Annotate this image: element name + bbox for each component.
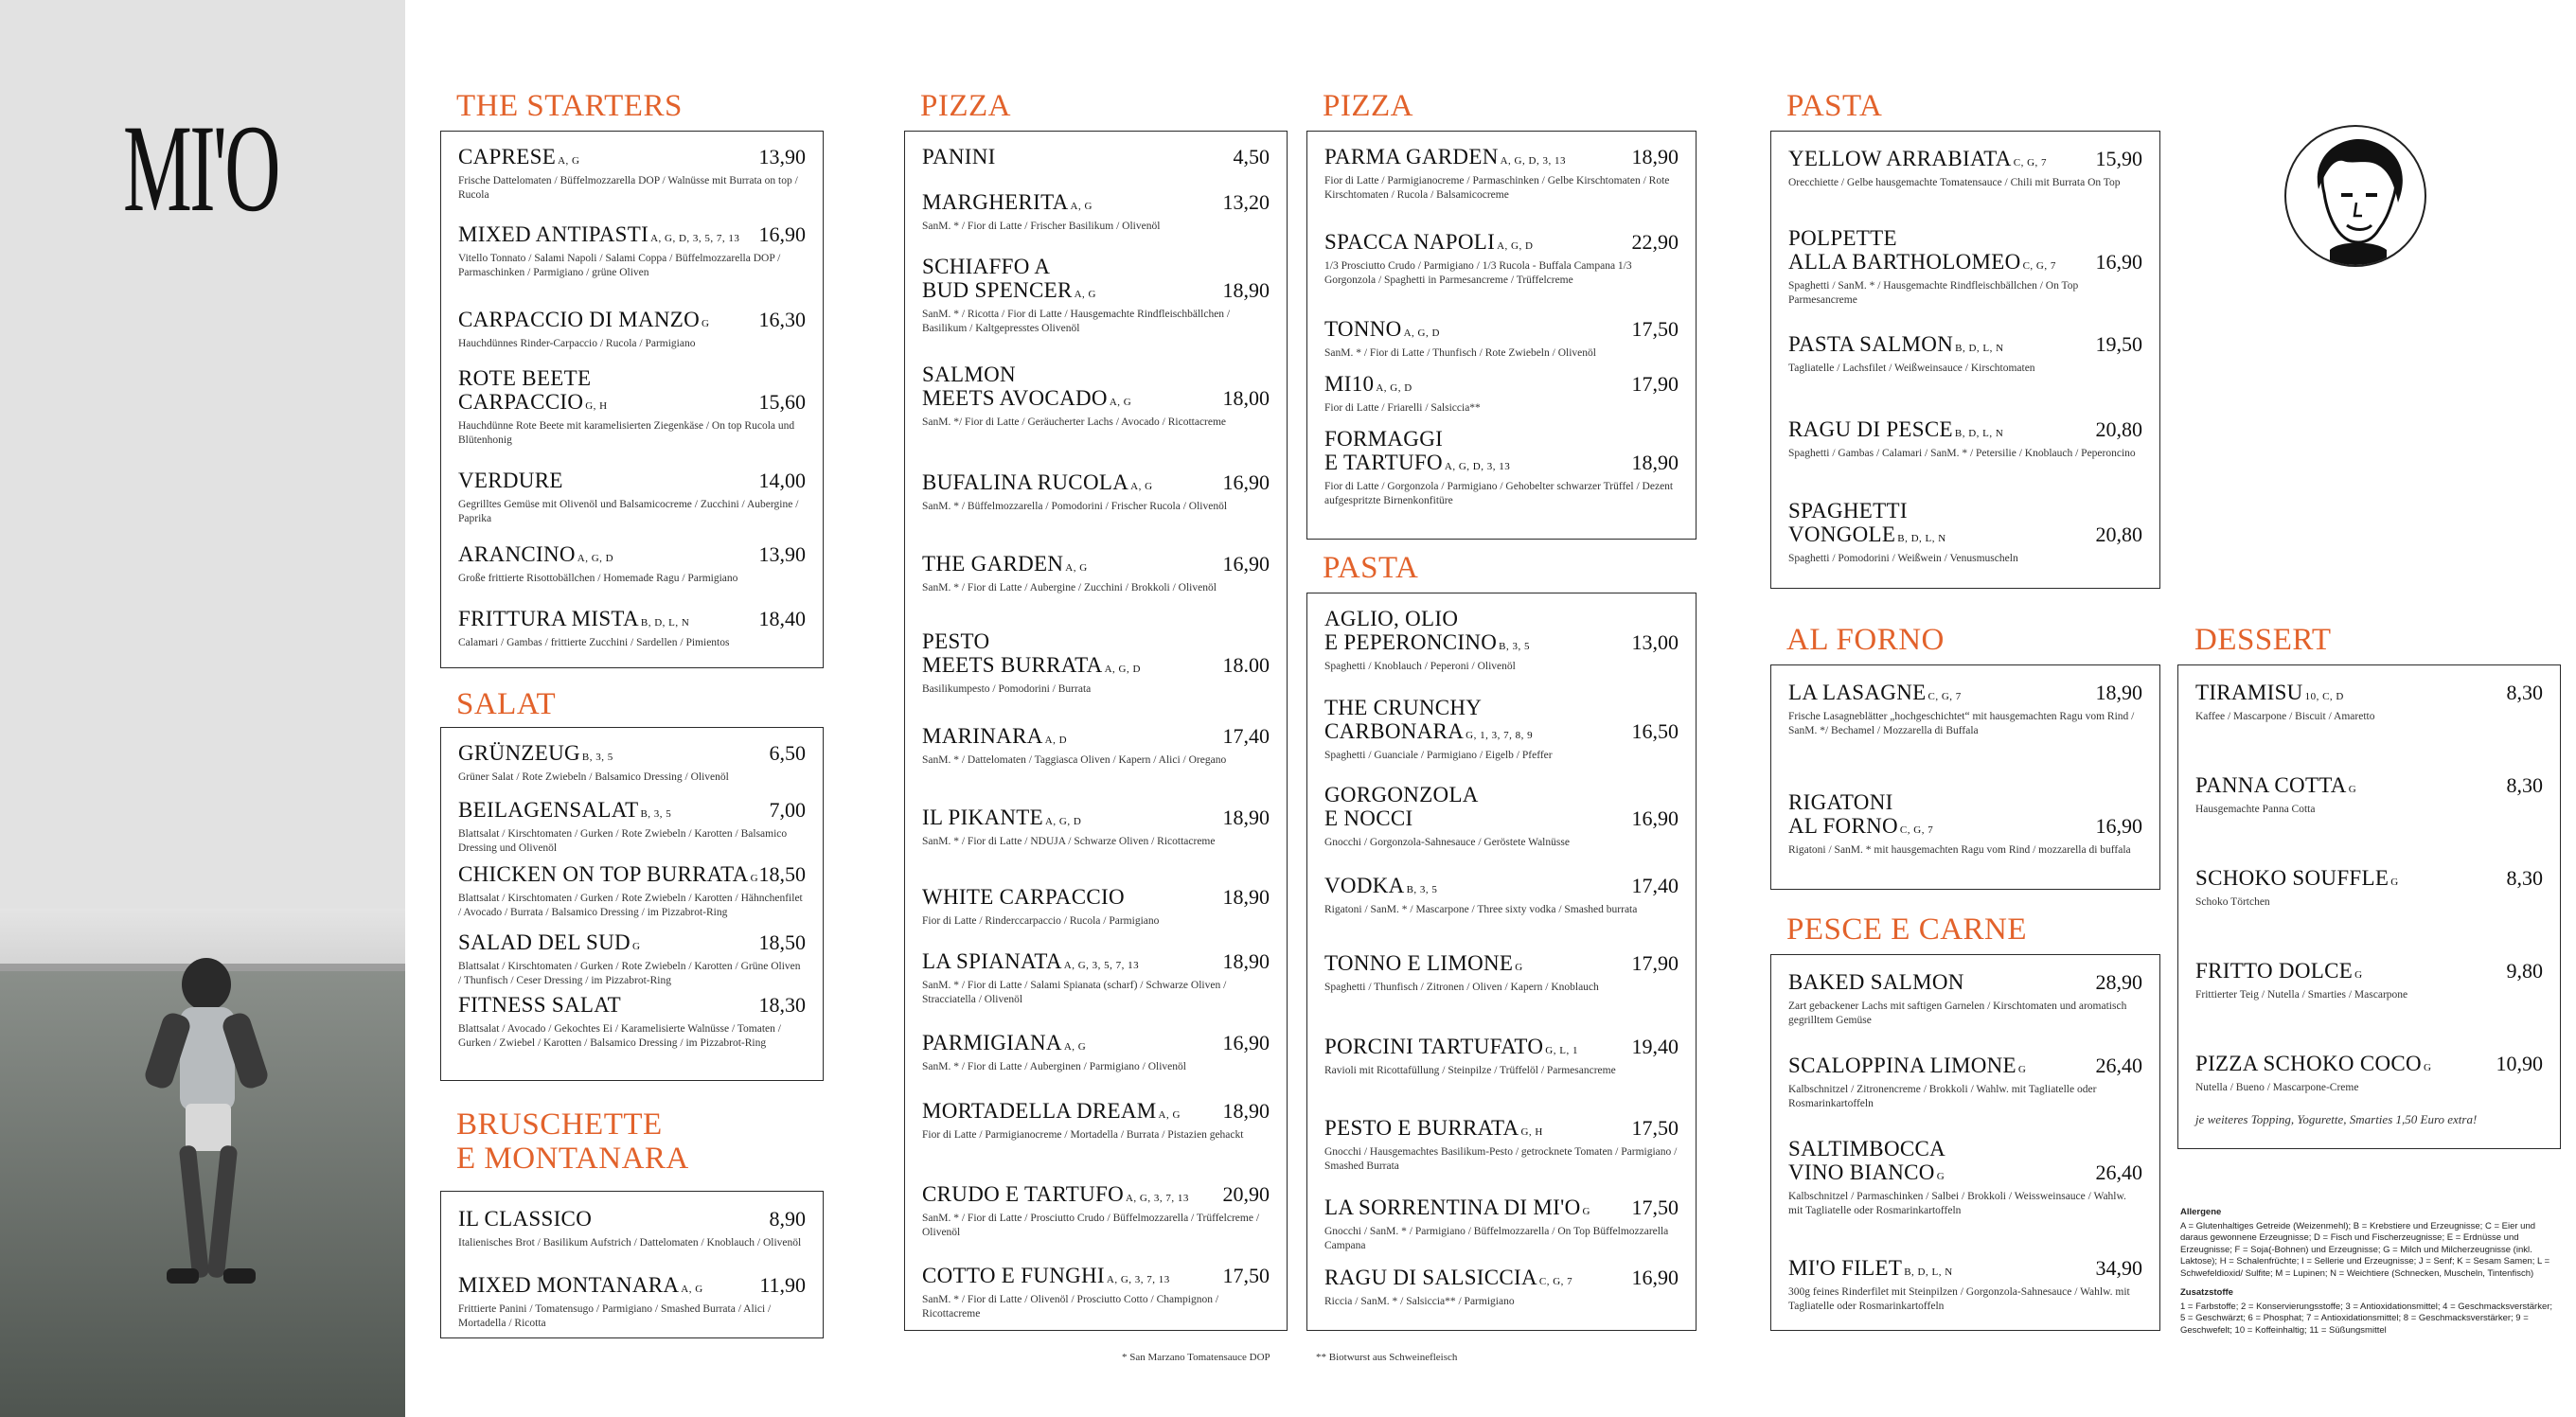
portrait-icon bbox=[2284, 125, 2426, 267]
menu-item: CRUDO E TARTUFO A, G, 3, 7, 13 20,90 SanM. * / Fior di Latte / Prosciutto Crudo / Büffelmozzarella / Trüffelcreme / Olivenöl bbox=[922, 1182, 1270, 1238]
bruschette-box bbox=[440, 1191, 824, 1338]
menu-item: CARPACCIO DI MANZO G 16,30 Hauchdünnes Rinder-Carpaccio / Rucola / Parmigiano bbox=[458, 308, 806, 349]
dessert-note: je weiteres Topping, Yogurette, Smarties 1,50 Euro extra! bbox=[2195, 1112, 2478, 1126]
menu-item: FITNESS SALAT 18,30 Blattsalat / Avocado / Gekochtes Ei / Karamelisierte Walnüsse / Tomaten / Gurken / Zwiebel / Karotten / Balsamico Dressing / im Pizzabrot-Ring bbox=[458, 993, 806, 1049]
price: 34,90 bbox=[2095, 1256, 2142, 1280]
menu-item: TIRAMISU 10, C, D 8,30 Kaffee / Mascarpone / Biscuit / Amaretto bbox=[2195, 681, 2543, 722]
menu-item: SCALOPPINA LIMONE G 26,40 Kalbschnitzel / Zitronencreme / Brokkoli / Wahlw. mit Tagliatelle oder Rosmarinkartoffeln bbox=[1788, 1054, 2142, 1109]
price: 19,50 bbox=[2095, 332, 2142, 356]
price: 13,20 bbox=[1222, 190, 1270, 214]
price: 20,80 bbox=[2095, 417, 2142, 441]
price: 17,40 bbox=[1631, 874, 1679, 897]
price: 17,40 bbox=[1222, 724, 1270, 748]
starters-box bbox=[440, 131, 824, 668]
price: 8,30 bbox=[2506, 866, 2543, 890]
section-title-pasta: PASTA bbox=[1323, 551, 1419, 585]
price: 8,90 bbox=[769, 1207, 806, 1231]
price: 13,90 bbox=[758, 145, 806, 168]
left-photo-panel bbox=[0, 0, 405, 1417]
menu-item: VERDURE 14,00 Gegrilltes Gemüse mit Olivenöl und Balsamicocreme / Zucchini / Aubergine / Paprika bbox=[458, 469, 806, 524]
menu-item: POLPETTE ALLA BARTHOLOMEO C, G, 7 16,90 Spaghetti / SanM. * / Hausgemachte Rindfleischbällchen / On Top Parmesancreme bbox=[1788, 226, 2142, 306]
section-title-starters: THE STARTERS bbox=[456, 89, 683, 123]
price: 20,90 bbox=[1222, 1182, 1270, 1206]
price: 17,90 bbox=[1631, 951, 1679, 975]
pasta-box-2 bbox=[1770, 131, 2160, 589]
menu-item: AGLIO, OLIO E PEPERONCINO B, 3, 5 13,00 Spaghetti / Knoblauch / Peperoni / Olivenöl bbox=[1324, 607, 1679, 672]
price: 6,50 bbox=[769, 741, 806, 765]
price: 19,40 bbox=[1631, 1035, 1679, 1058]
price: 11,90 bbox=[759, 1273, 806, 1297]
menu-item: GORGONZOLA E NOCCI 16,90 Gnocchi / Gorgonzola-Sahnesauce / Geröstete Walnüsse bbox=[1324, 783, 1679, 848]
menu-item: IL PIKANTE A, G, D 18,90 SanM. * / Fior di Latte / NDUJA / Schwarze Oliven / Ricottacreme bbox=[922, 806, 1270, 847]
section-title-pizza: PIZZA bbox=[920, 89, 1011, 123]
menu-item: PASTA SALMON B, D, L, N 19,50 Tagliatelle / Lachsfilet / Weißweinsauce / Kirschtomaten bbox=[1788, 332, 2142, 374]
price: 20,80 bbox=[2095, 523, 2142, 546]
menu-item: CHICKEN ON TOP BURRATA G 18,50 Blattsalat / Kirschtomaten / Gurken / Rote Zwiebeln / Karotten / Hähnchenfilet / Avocado / Burrata / Balsamico Dressing / im Pizzabrot-Ring bbox=[458, 862, 806, 918]
menu-item: PARMA GARDEN A, G, D, 3, 13 18,90 Fior di Latte / Parmigianocreme / Parmaschinken / Gelbe Kirschtomaten / Rote Kirschtomaten / Rucola / Balsamicocreme bbox=[1324, 145, 1679, 201]
price: 16,90 bbox=[1222, 470, 1270, 494]
price: 18,90 bbox=[1222, 1099, 1270, 1123]
menu-item: RIGATONI AL FORNO C, G, 7 16,90 Rigatoni / SanM. * mit hausgemachten Ragu vom Rind / mozzarella di buffala bbox=[1788, 790, 2142, 856]
menu-item: ARANCINO A, G, D 13,90 Große frittierte Risottobällchen / Homemade Ragu / Parmigiano bbox=[458, 542, 806, 584]
price: 18,90 bbox=[1222, 949, 1270, 973]
menu-item: SALAD DEL SUD G 18,50 Blattsalat / Kirschtomaten / Gurken / Rote Zwiebeln / Karotten / Grüne Oliven / Thunfisch / Ceser Dressing / im Pizzabrot-Ring bbox=[458, 930, 806, 986]
menu-item: SALMON MEETS AVOCADO A, G 18,00 SanM. */ Fior di Latte / Geräucherter Lachs / Avocado / Ricottacreme bbox=[922, 363, 1270, 428]
price: 17,50 bbox=[1631, 317, 1679, 341]
price: 10,90 bbox=[2496, 1052, 2543, 1075]
price: 18,90 bbox=[1631, 145, 1679, 168]
menu-item: SPACCA NAPOLI A, G, D 22,90 1/3 Prosciutto Crudo / Parmigiano / 1/3 Rucola - Buffala Campana 1/3 Gorgonzola / Spaghetti in Parmesancreme / Trüffelcreme bbox=[1324, 230, 1679, 286]
price: 16,90 bbox=[1631, 806, 1679, 830]
pizza-box-2 bbox=[1306, 131, 1697, 540]
menu-item: TONNO A, G, D 17,50 SanM. * / Fior di Latte / Thunfisch / Rote Zwiebeln / Olivenöl bbox=[1324, 317, 1679, 359]
menu-item: LA SPIANATA A, G, 3, 5, 7, 13 18,90 SanM. * / Fior di Latte / Salami Spianata (scharf) / Schwarze Oliven / Stracciatella / Olivenöl bbox=[922, 949, 1270, 1005]
menu-item: FORMAGGI E TARTUFO A, G, D, 3, 13 18,90 Fior di Latte / Gorgonzola / Parmigiano / Gehobelter schwarzer Trüffel / Dezent aufgespritzte Birnenkonfitüre bbox=[1324, 427, 1679, 506]
menu-item: GRÜNZEUG B, 3, 5 6,50 Grüner Salat / Rote Zwiebeln / Balsamico Dressing / Olivenöl bbox=[458, 741, 806, 783]
menu-item: THE CRUNCHY CARBONARA G, 1, 3, 7, 8, 9 16,50 Spaghetti / Guanciale / Parmigiano / Eigelb / Pfeffer bbox=[1324, 696, 1679, 761]
menu-item: SPAGHETTI VONGOLE B, D, L, N 20,80 Spaghetti / Pomodorini / Weißwein / Venusmuscheln bbox=[1788, 499, 2142, 564]
menu-item: SALTIMBOCCA VINO BIANCO G 26,40 Kalbschnitzel / Parmaschinken / Salbei / Brokkoli / Weissweinsauce / Wahlw. mit Tagliatelle oder Rosmarinkartoffeln bbox=[1788, 1137, 2142, 1216]
menu-item: THE GARDEN A, G 16,90 SanM. * / Fior di Latte / Aubergine / Zucchini / Brokkoli / Olivenöl bbox=[922, 552, 1270, 593]
price: 26,40 bbox=[2095, 1054, 2142, 1077]
price: 16,90 bbox=[2095, 250, 2142, 274]
price: 14,00 bbox=[758, 469, 806, 492]
menu-item: VODKA B, 3, 5 17,40 Rigatoni / SanM. * / Mascarpone / Three sixty vodka / Smashed burrata bbox=[1324, 874, 1679, 915]
price: 16,90 bbox=[2095, 814, 2142, 838]
price: 22,90 bbox=[1631, 230, 1679, 254]
price: 16,90 bbox=[1222, 1031, 1270, 1054]
menu-item: PESTO MEETS BURRATA A, G, D 18.00 Basilikumpesto / Pomodorini / Burrata bbox=[922, 629, 1270, 695]
section-title-alforno: AL FORNO bbox=[1786, 623, 1945, 657]
menu-item: PESTO E BURRATA G, H 17,50 Gnocchi / Hausgemachtes Basilikum-Pesto / getrocknete Tomaten / Parmigiano / Smashed Burrata bbox=[1324, 1116, 1679, 1172]
section-title-pizza-2: PIZZA bbox=[1323, 89, 1413, 123]
price: 15,90 bbox=[2095, 147, 2142, 170]
section-title-pesce: PESCE E CARNE bbox=[1786, 912, 2028, 947]
price: 4,50 bbox=[1233, 145, 1270, 168]
price: 16,90 bbox=[758, 222, 806, 246]
price: 18,30 bbox=[758, 993, 806, 1017]
price: 8,30 bbox=[2506, 681, 2543, 704]
pesce-box bbox=[1770, 954, 2160, 1331]
price: 18,40 bbox=[758, 607, 806, 630]
pizza-box-1 bbox=[904, 131, 1288, 1331]
menu-item: BUFALINA RUCOLA A, G 16,90 SanM. * / Büffelmozzarella / Pomodorini / Frischer Rucola / Olivenöl bbox=[922, 470, 1270, 512]
price: 18,90 bbox=[2095, 681, 2142, 704]
menu-item: BEILAGENSALAT B, 3, 5 7,00 Blattsalat / Kirschtomaten / Gurken / Rote Zwiebeln / Karotten / Balsamico Dressing und Olivenöl bbox=[458, 798, 806, 854]
price: 17,50 bbox=[1222, 1264, 1270, 1287]
section-title-bruschette-2: E MONTANARA bbox=[456, 1142, 689, 1176]
price: 18,50 bbox=[758, 862, 806, 886]
price: 18,90 bbox=[1222, 278, 1270, 302]
alforno-box bbox=[1770, 664, 2160, 890]
menu-item: COTTO E FUNGHI A, G, 3, 7, 13 17,50 SanM. * / Fior di Latte / Olivenöl / Prosciutto Cotto / Champignon / Ricottacreme bbox=[922, 1264, 1270, 1320]
menu-item: MIXED ANTIPASTI A, G, D, 3, 5, 7, 13 16,90 Vitello Tonnato / Salami Napoli / Salami Coppa / Büffelmozzarella DOP / Parmaschinken / Parmigiano / grüne Oliven bbox=[458, 222, 806, 278]
brand-logo: MI'O bbox=[123, 98, 278, 238]
price: 26,40 bbox=[2095, 1160, 2142, 1184]
menu-item: IL CLASSICO 8,90 Italienisches Brot / Basilikum Aufstrich / Dattelomaten / Knoblauch / Olivenöl bbox=[458, 1207, 806, 1249]
menu-item: PIZZA SCHOKO COCO G 10,90 Nutella / Bueno / Mascarpone-Creme bbox=[2195, 1052, 2543, 1093]
price: 16,90 bbox=[1631, 1266, 1679, 1289]
menu-item: RAGU DI SALSICCIA C, G, 7 16,90 Riccia / SanM. * / Salsiccia** / Parmigiano bbox=[1324, 1266, 1679, 1307]
price: 16,90 bbox=[1222, 552, 1270, 576]
menu-item: PANINI 4,50 bbox=[922, 145, 1270, 168]
price: 18,00 bbox=[1222, 386, 1270, 410]
menu-item: PARMIGIANA A, G 16,90 SanM. * / Fior di Latte / Auberginen / Parmigiano / Olivenöl bbox=[922, 1031, 1270, 1072]
menu-item: YELLOW ARRABIATA C, G, 7 15,90 Orecchiette / Gelbe hausgemachte Tomatensauce / Chili mit Burrata On Top bbox=[1788, 147, 2142, 188]
section-title-dessert: DESSERT bbox=[2194, 623, 2332, 657]
menu-item: WHITE CARPACCIO 18,90 Fior di Latte / Rinderccarpaccio / Rucola / Parmigiano bbox=[922, 885, 1270, 927]
price: 18,50 bbox=[758, 930, 806, 954]
menu-item: SCHOKO SOUFFLE G 8,30 Schoko Törtchen bbox=[2195, 866, 2543, 908]
pasta-box-1 bbox=[1306, 593, 1697, 1331]
menu-item: ROTE BEETE CARPACCIO G, H 15,60 Hauchdünne Rote Beete mit karamelisierten Ziegenkäse / On top Rucola und Blütenhonig bbox=[458, 366, 806, 446]
menu-item: TONNO E LIMONE G 17,90 Spaghetti / Thunfisch / Zitronen / Oliven / Kapern / Knoblauch bbox=[1324, 951, 1679, 993]
menu-item: PANNA COTTA G 8,30 Hausgemachte Panna Cotta bbox=[2195, 773, 2543, 815]
price: 17,50 bbox=[1631, 1116, 1679, 1140]
menu-item: RAGU DI PESCE B, D, L, N 20,80 Spaghetti / Gambas / Calamari / SanM. * / Petersilie / Knoblauch / Peperoncino bbox=[1788, 417, 2142, 459]
menu-item: SCHIAFFO A BUD SPENCER A, G 18,90 SanM. * / Ricotta / Fior di Latte / Hausgemachte Rindfleischbällchen / Basilikum / Kaltgepresstes Olivenöl bbox=[922, 255, 1270, 334]
price: 28,90 bbox=[2095, 970, 2142, 994]
menu-item: FRITTURA MISTA B, D, L, N 18,40 Calamari / Gambas / frittierte Zucchini / Sardellen / Pimientos bbox=[458, 607, 806, 648]
price: 9,80 bbox=[2506, 959, 2543, 983]
menu-item: MI10 A, G, D 17,90 Fior di Latte / Friarelli / Salsiccia** bbox=[1324, 372, 1679, 414]
menu-item: BAKED SALMON 28,90 Zart gebackener Lachs mit saftigen Garnelen / Kirschtomaten und aromatisch gegrilltem Gemüse bbox=[1788, 970, 2142, 1026]
price: 15,60 bbox=[758, 390, 806, 414]
price: 18,90 bbox=[1222, 806, 1270, 829]
menu-item: MORTADELLA DREAM A, G 18,90 Fior di Latte / Parmigianocreme / Mortadella / Burrata / Pistazien gehackt bbox=[922, 1099, 1270, 1141]
dessert-box bbox=[2177, 664, 2561, 1149]
price: 18,90 bbox=[1222, 885, 1270, 909]
price: 16,30 bbox=[758, 308, 806, 331]
section-title-bruschette: BRUSCHETTE bbox=[456, 1107, 663, 1142]
section-title-salat: SALAT bbox=[456, 687, 557, 721]
player-photo bbox=[0, 909, 405, 1417]
price: 13,90 bbox=[758, 542, 806, 566]
menu-item: LA SORRENTINA DI MI'O G 17,50 Gnocchi / SanM. * / Parmigiano / Büffelmozzarella / On Top Büffelmozzarella Campana bbox=[1324, 1196, 1679, 1251]
footnote-sanmarzano: * San Marzano Tomatensauce DOP bbox=[1122, 1352, 1270, 1363]
price: 18,90 bbox=[1631, 451, 1679, 474]
menu-item: CAPRESE A, G 13,90 Frische Dattelomaten / Büffelmozzarella DOP / Walnüsse mit Burrata on top / Rucola bbox=[458, 145, 806, 201]
price: 16,50 bbox=[1631, 719, 1679, 743]
menu-item: LA LASAGNE C, G, 7 18,90 Frische Lasagneblätter „hochgeschichtet“ mit hausgemachten Ragu vom Rind / SanM. */ Bechamel / Mozzarella di Buffala bbox=[1788, 681, 2142, 736]
menu-item: MARGHERITA A, G 13,20 SanM. * / Fior di Latte / Frischer Basilikum / Olivenöl bbox=[922, 190, 1270, 232]
allergen-legend: Allergene A = Glutenhaltiges Getreide (Weizenmehl); B = Krebstiere und Erzeugnisse; C = Eier und daraus gewonnene Erzeugnisse; D = Fisch und Fischerzeugnisse; E = Erdnüsse und Erzeugnisse; F = Soja(-Bohnen) und Erzeugnisse; G = Milch und Milcherzeugnisse (inkl. Laktose); H = Schalenfrüchte; I = Sellerie und Erzeugnisse; J = Senf; K = Sesam Samen; L = Schwefeldioxid/ Sulfite; M = Lupinen; N = Weichtiere (Schnecken, Muscheln, Tintenfisch) Zusatzstoffe 1 = Farbstoffe; 2 = Konservierungsstoffe; 3 = Antioxidationsmittel; 4 = Geschmacksverstärker; 5 = Geschwärzt; 6 = Phosphat; 7 = Antioxidationsmittel; 8 = Geschmacksverstärker; 9 = Geschwefelt; 10 = Koffeinhaltig; 11 = Süßungsmittel bbox=[2180, 1207, 2553, 1336]
footnote-salsiccia: ** Biotwurst aus Schweinefleisch bbox=[1316, 1352, 1458, 1363]
price: 18.00 bbox=[1222, 653, 1270, 677]
menu-item: MARINARA A, D 17,40 SanM. * / Dattelomaten / Taggiasca Oliven / Kapern / Alici / Oregano bbox=[922, 724, 1270, 766]
menu-item: MI'O FILET B, D, L, N 34,90 300g feines Rinderfilet mit Steinpilzen / Gorgonzola-Sahnesauce / Wahlw. mit Tagliatelle oder Rosmarinkartoffeln bbox=[1788, 1256, 2142, 1312]
price: 8,30 bbox=[2506, 773, 2543, 797]
price: 17,50 bbox=[1631, 1196, 1679, 1219]
menu-item: PORCINI TARTUFATO G, L, 1 19,40 Ravioli mit Ricottafüllung / Steinpilze / Trüffelöl / Parmesancreme bbox=[1324, 1035, 1679, 1076]
section-title-pasta-2: PASTA bbox=[1786, 89, 1883, 123]
price: 17,90 bbox=[1631, 372, 1679, 396]
salat-box bbox=[440, 727, 824, 1081]
price: 13,00 bbox=[1631, 630, 1679, 654]
menu-item: FRITTO DOLCE G 9,80 Frittierter Teig / Nutella / Smarties / Mascarpone bbox=[2195, 959, 2543, 1001]
price: 7,00 bbox=[769, 798, 806, 822]
menu-item: MIXED MONTANARA A, G 11,90 Frittierte Panini / Tomatensugo / Parmigiano / Smashed Burrata / Alici / Mortadella / Ricotta bbox=[458, 1273, 806, 1329]
